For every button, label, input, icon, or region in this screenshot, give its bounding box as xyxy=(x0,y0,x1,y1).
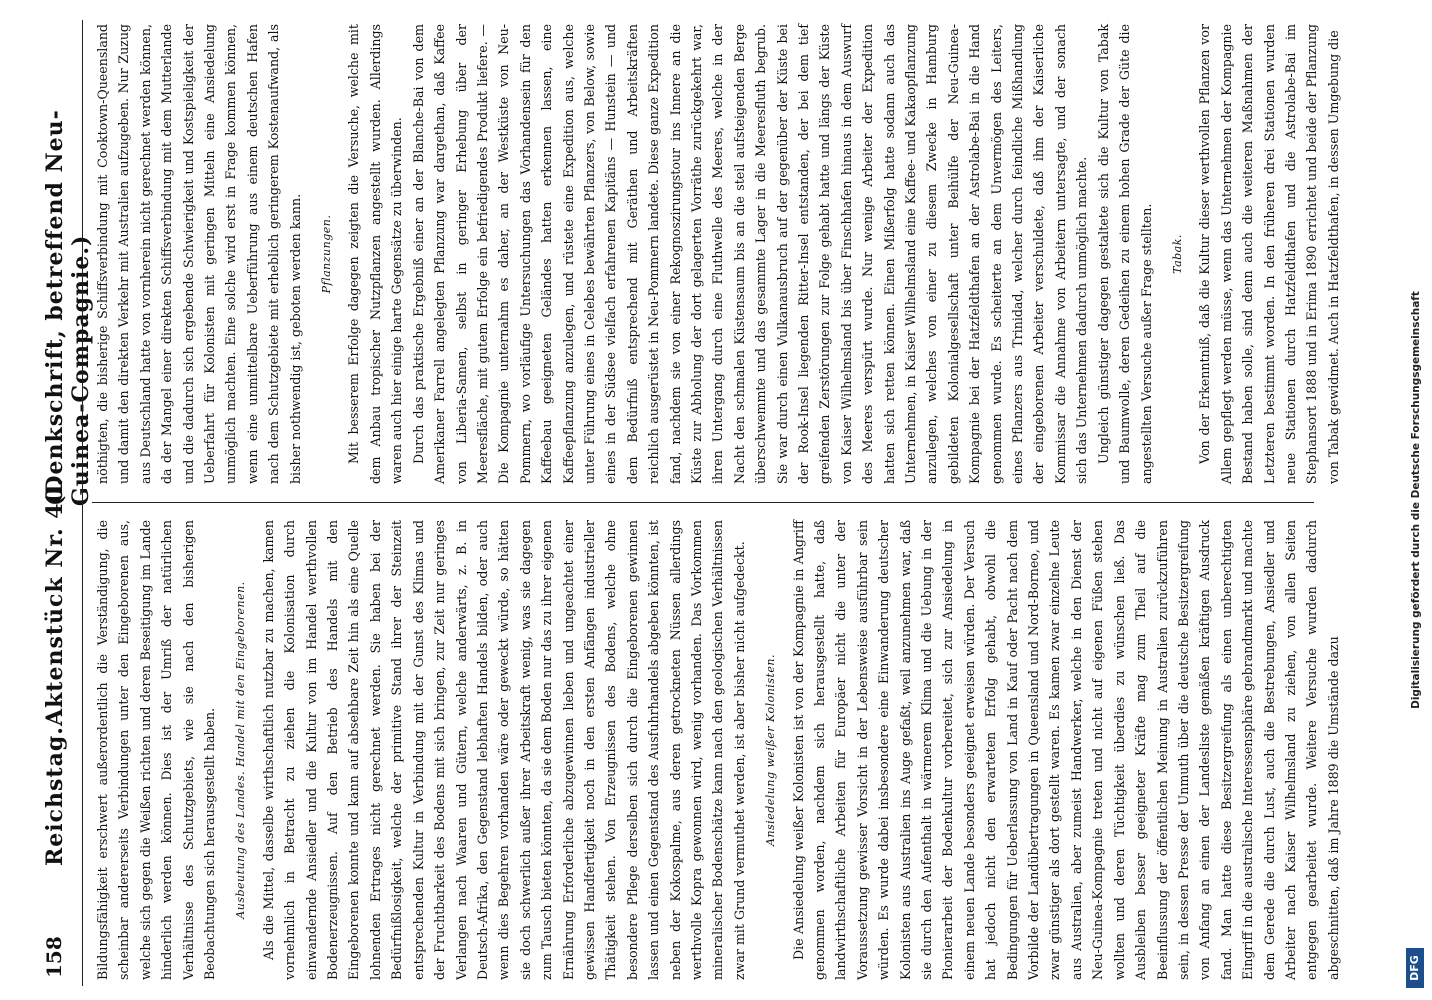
paragraph: Ungleich günstiger dagegen gestaltete sich die Kultur von Tabak und Baumwolle, deren Gedeihen zu einem hohen Grade der Güte die angestellten Versuche außer Frage stellten. xyxy=(1095,24,1154,484)
column-divider xyxy=(92,502,1314,503)
page-number: 158 xyxy=(42,936,66,978)
paragraph: Mit besserem Erfolge dagegen zeigten die Versuche, welche mit dem Anbau tropischer Nutzpflanzen angestellt wurden. Allerdings waren auch hier einige harte Gegensätze zu überwinden. xyxy=(346,24,405,484)
paragraph: Von der Erkenntniß, daß die Kultur dieser werthvollen Pflanzen vor Allem gepflegt werden müsse, wenn das Unternehmen der Kompagnie Bestand haben solle, sind denn auch die weiteren Maßnahmen der Letzteren bestimmt worden. In den früheren drei Stationen wurden neue Stationen durch Hatzfeldthafen und die Astrolabe-Bai im Stephansort 1888 und in Erima 1890 errichtet und beide der Pflanzung von Tabak gewidmet. Auch in Hatzfeldthafen, in dessen Umgebung die xyxy=(1197,24,1341,484)
paragraph: nöthigten, die bisherige Schiffsverbindung mit Cooktown-Queensland und damit den direkten Verkehr mit Australien aufzugeben. Nur Zuzug aus Deutschland hatte von vornherein nicht gerechnet werden können, da der Mangel einer direkten Schiffsverbindung mit dem Mutterlande und die dadurch sich ergebende Schwierigkeit und Kostspieligkeit der Ueberfahrt für Kolonisten mit geringen Mitteln eine Ansiedelung unmöglich machten. Eine solche wird erst in Frage kommen können, wenn eine unmittelbare Ueberführung aus einem deutschen Hafen nach dem Schutzgebiete mit erheblich geringerem Kostenaufwand, als bisher nothwendig ist, geboten werden kann. xyxy=(95,24,303,484)
section-heading: Tabak. xyxy=(1170,234,1184,274)
section-heading: Ansiedelung weißer Kolonisten. xyxy=(764,654,778,846)
right-column xyxy=(92,24,1341,484)
section-heading: Ausbeutung des Landes. Handel mit den Eingeborenen. xyxy=(234,581,248,919)
paragraph: Die Ansiedelung weißer Kolonisten ist von der Kompagnie in Angriff genommen worden, nachdem sich herausgestellt hatte, daß landwirthschaftliche Arbeiten für Europäer nicht die unter der Voraussetzung gewisser Vorsicht in der Lebensweise ausführbar sein würden. Es wurde dabei insbesondere eine Einwanderung deutscher Kolonisten aus Australien ins Auge gefaßt, weil anzunehmen war, daß sie durch den Aufenthalt in wärmerem Klima und die Uebung in der Pionierarbeit der Bodenkultur vorbereitet, sich zur Ansiedelung in einem neuen Lande besonders geeignet erweisen würden. Der Versuch hat jedoch nicht den erwarteten Erfolg gehabt, obwohl die Bedingungen für Ueberlassung von Land in Kauf oder Pacht nach dem Vorbilde der Landübertragungen in Queensland und Nord-Borneo, und zwar günstiger als dort gestellt waren. Es kamen zwar einzelne Leute aus Australien, aber zumeist Handwerker, welche in den Dienst der Neu-Guinea-Kompagnie treten und nicht auf eigenen Füßen stehen wollten und deren Tüchtigkeit überdies zu wünschen ließ. Das Ausbleiben besser geeigneter Kräfte mag zum Theil auf die Beeinflussung der öffentlichen Meinung in Australien zurückzuführen sein, in dessen Presse der Unmuth über die deutsche Besitzergreifung von Anfang an einen der Landesliste gemäßen kräftigen Ausdruck fand. Man hatte diese Besitzergreifung als einen unberechtigten Eingriff in die australische Interessensphäre gebrandmarkt und machte dem Gerede die durch Lust, auch die Bestrebungen, Ansiedler und Arbeiter nach Kaiser Wilhelmsland zu ziehen, von allen Seiten entgegen gearbeitet wurde. Weitere Versuche wurden dadurch abgeschnitten, daß im Jahre 1889 die Umstände dazu xyxy=(790,520,1341,980)
header-aktenstueck: Aktenstück Nr. 40. xyxy=(42,477,68,726)
paragraph: Durch das praktische Ergebniß einer an der Blanche-Bai von dem Amerikaner Farrell angelegten Pflanzung war dargethan, daß Kaffee von Liberia-Samen, selbst in geringer Erhebung über der Meeresfläche, mit gutem Erfolge ein befriedigendes Produkt liefere. — Die Kompagnie unternahm es daher, an der Westküste von Neu-Pommern, wo vorläufige Untersuchungen das Vorhandensein für den Kaffeebau geeigneten Geländes hatten erkennen lassen, eine Kaffeepflanzung anzulegen, und rüstete eine Expedition aus, welche unter Führung eines in Celebes bewährten Pflanzers, von Below, sowie eines in der Südsee vielfach erfahrenen Kapitäns — Hunstein — und dem Bedürfniß entsprechend mit Geräthen und Arbeitskräften reichlich ausgerüstet in Neu-Pommern landete. Diese ganze Expedition fand, nachdem sie von einer Rekognoszirungstour ins Innere an die Küste zur Abholung der dort gelagerten Vorräthe zurückgekehrt war, ihren Untergang durch eine Fluthwelle des Meeres, welche in der Nacht den schmalen Küstensaum bis an die steil aufsteigenden Berge überschwemmte und das gesammte Lager in die Meeresfluth begrub. Sie war durch einen Vulkanausbruch auf der gegenüber der Küste bei der Rook-Insel liegenden Ritter-Insel entstanden, der bei dem tief greifenden Zerstörungen zur Folge gehabt hatte und längs der Küste von Kaiser Wilhelmsland bis über Finschhafen hinaus in dem Auswurf des Meeres verspürt wurde. Nur wenige Arbeiter der Expedition hatten sich retten können. Einen Mißerfolg hatte sodann auch das Unternehmen, in Kaiser Wilhelmsland eine Kaffee- und Kakaopflanzung anzulegen, welches von einer zu diesem Zwecke in Hamburg gebildeten Kolonialgesellschaft unter Beihülfe der Neu-Guinea-Kompagnie bei der Hatzfeldthafen an der Astrolabe-Bai in die Hand genommen wurde. Es scheiterte an dem Unvermögen des Leiters, eines Pflanzers aus Trinidad, welcher durch feindliche Mißhandlung der eingeborenen Arbeiter verschuldete, daß ihm der Kaiserliche Kommissar die Annahme von Arbeitern untersagte, und der sonach sich das Unternehmen dadurch unmöglich machte. xyxy=(410,24,1090,484)
header-reichstag: Reichstag. xyxy=(42,726,68,866)
paragraph: Als die Mittel, dasselbe wirthschaftlich nutzbar zu machen, kamen vornehmlich in Betracht zu ziehen die Kolonisation durch einwandernde Ansiedler und die Kultur von im Handel werthvollen Bodenerzeugnissen. Auf den Betrieb des Handels mit den Eingeborenen konnte und kann auf absehbare Zeit hin als eine Quelle lohnenden Ertrages nicht gerechnet werden. Sie haben bei der Bedürfnißlosigkeit, welche der primitive Stand ihrer der Steinzeit entsprechenden Kultur in Verbindung mit der Gunst des Klimas und der Fruchtbarkeit des Bodens mit sich bringen, zur Zeit nur geringes Verlangen nach Waaren und Gütern, welche anderwärts, z. B. in Deutsch-Afrika, den Gegenstand lebhaften Handels bilden, oder auch wenn dies Begehren vorhanden wäre oder geweckt würde, so hätten sie doch schwerlich außer ihrer Arbeitskraft wenig, was sie dagegen zum Tausch bieten könnten, da sie dem Boden nur das zu ihrer eigenen Ernährung Erforderliche abzugewinnen lieben und ungeachtet einer gewissen Handfertigkeit noch in den ersten Anfängen industrieller Thätigkeit stehen. Von Erzeugnissen des Bodens, welche ohne besondere Pflege derselben sich durch die Eingeborenen gewinnen lassen und einen Gegenstand des Ausfuhrhandels abgeben könnten, ist neben der Kokospalme, aus deren getrockneten Nüssen allerdings werthvolle Kopra gewonnen wird, wenig vorhanden. Das Vorkommen mineralischer Bodenschätze kann nach den geologischen Verhältnissen zwar mit Grund vermuthet werden, ist aber bisher nicht aufgedeckt. xyxy=(260,520,747,980)
dfg-logo: DFG xyxy=(1406,948,1424,988)
left-column xyxy=(92,520,1341,980)
section-heading: Pflanzungen. xyxy=(320,214,334,294)
paragraph: Bildungsfähigkeit erschwert außerordentlich die Verständigung, die scheinbar andererseits Verbindungen unter den Eingeborenen aus, welche sich gegen die Weißen richten und deren Beseitigung im Lande hinderlich werden können. Dies ist der Umriß der natürlichen Verhältnisse des Schutzgebiets, wie sie nach den bisherigen Beobachtungen sich herausgestellt haben. xyxy=(95,520,218,980)
page-header xyxy=(38,26,94,986)
digitization-credit: Digitalisierung gefördert durch die Deutsche Forschungsgemeinschaft xyxy=(1410,291,1422,709)
header-rule xyxy=(82,20,83,986)
header-title: (Denkschrift, betreffend Neu-Guinea-Compagnie.) xyxy=(42,109,94,506)
